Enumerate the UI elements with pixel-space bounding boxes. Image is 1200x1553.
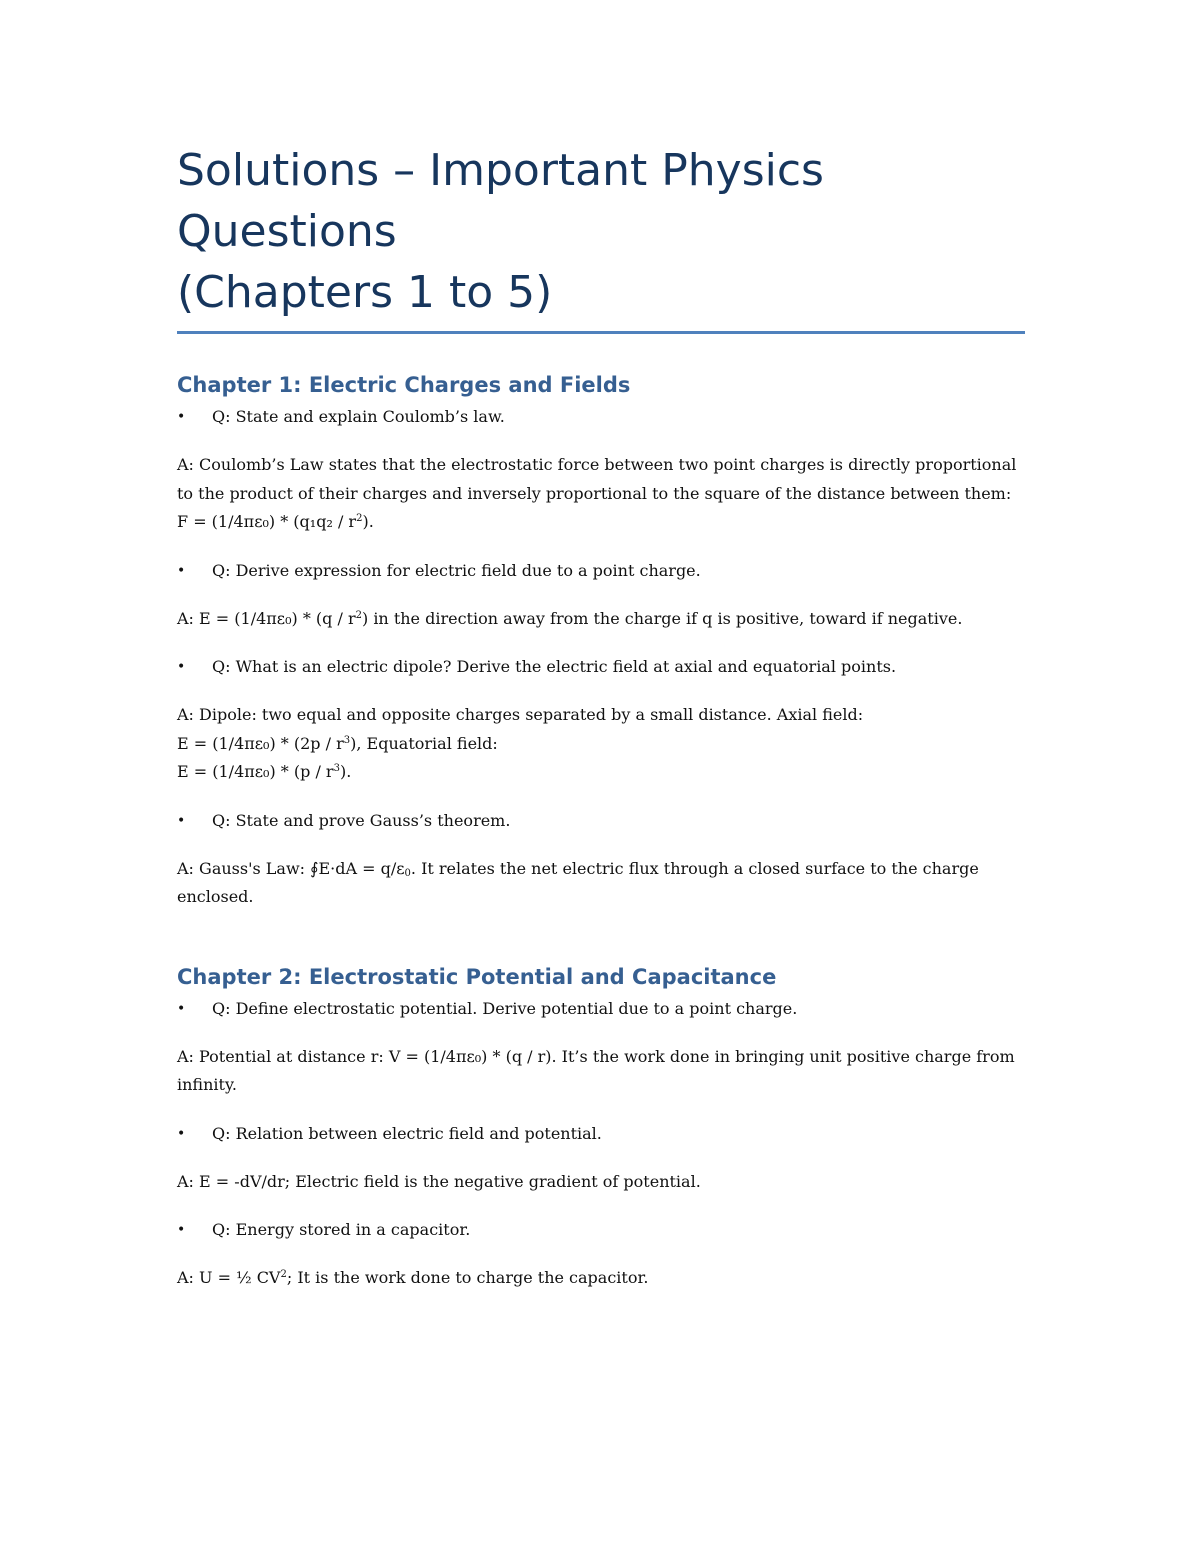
formula-text: E = (1/4πε₀) * (p / r [177,762,334,781]
answer-text: A: Gauss's Law: ∮E·dA = q/ε [177,858,405,878]
formula-superscript: 3 [333,763,340,774]
answer-text: A: Dipole: two equal and opposite charges separated by a small distance. Axial field: [177,705,864,724]
formula-superscript: 2 [356,513,363,524]
question-item [177,557,1025,585]
chapter-1-heading: Chapter 1: Electric Charges and Fields [177,373,631,397]
title-line-1: Solutions – Important Physics Questions [177,145,824,257]
answer-formula [177,508,1025,537]
formula-text: ), Equatorial field: [350,733,498,753]
answer-block: A: E = -dV/dr; Electric field is the negative gradient of potential. [177,1171,701,1191]
answer-text: A: Coulomb’s Law states that the electrostatic force between two point charges is directly proportional to the product of their charges and inversely proportional to the square of the distance between them: [177,455,1017,503]
bullet-icon: • [177,409,186,425]
question-text: Q: State and explain Coulomb’s law. [212,407,505,426]
formula-text: F = (1/4πε₀) * (q₁q₂ / r [177,512,357,531]
answer-block [177,701,1025,787]
answer-block [177,451,1025,537]
question-text: Q: Energy stored in a capacitor. [212,1220,471,1239]
answer-text: . It relates the net electric flux through a closed surface to the charge enclosed. [177,858,979,906]
formula-text: ). [339,762,352,781]
answer-block [177,605,1025,634]
formula-superscript: 3 [343,734,351,746]
bullet-icon: • [177,812,186,829]
formula-superscript: 2 [355,609,362,621]
question-item [177,995,1025,1023]
question-text: Q: State and prove Gauss’s theorem. [212,810,511,830]
bullet-icon: • [177,1000,186,1017]
answer-formula [177,730,1025,759]
bullet-icon: • [177,659,186,675]
answer-text: A: U = ½ CV [177,1268,281,1287]
formula-text: ). [362,512,374,531]
answer-block: A: Potential at distance r: V = (1/4πε₀) * (q / r). It’s the work done in bringing unit positive charge from infinity. [177,1046,1015,1094]
question-item [177,807,1025,835]
question-text: Q: Relation between electric field and potential. [212,1123,602,1143]
answer-block [177,855,1025,912]
title-line-2: (Chapters 1 to 5) [177,267,553,318]
formula-subscript: 0 [404,867,411,879]
chapter-2-heading: Chapter 2: Electrostatic Potential and Capacitance [177,964,777,989]
answer-text: A: E = (1/4πε₀) * (q / r [177,608,356,628]
answer-text: ; It is the work done to charge the capacitor. [286,1268,649,1287]
question-text: Q: What is an electric dipole? Derive the electric field at axial and equatorial points. [212,657,897,676]
formula-text: E = (1/4πε₀) * (2p / r [177,733,344,753]
question-item [177,653,1025,681]
bullet-icon: • [177,1222,186,1238]
answer-formula [177,758,1025,787]
document-page [177,140,1025,1313]
answer-block [177,1264,1025,1293]
bullet-icon: • [177,562,186,579]
question-text: Q: Derive expression for electric field due to a point charge. [212,560,701,580]
title-underline-divider [177,331,1025,334]
question-item [177,1216,1025,1244]
answer-text: ) in the direction away from the charge if q is positive, toward if negative. [361,608,963,628]
document-title [177,140,1025,323]
question-item [177,1120,1025,1148]
question-text: Q: Define electrostatic potential. Derive potential due to a point charge. [212,998,798,1018]
formula-superscript: 2 [280,1269,287,1280]
bullet-icon: • [177,1125,186,1142]
question-item [177,403,1025,431]
